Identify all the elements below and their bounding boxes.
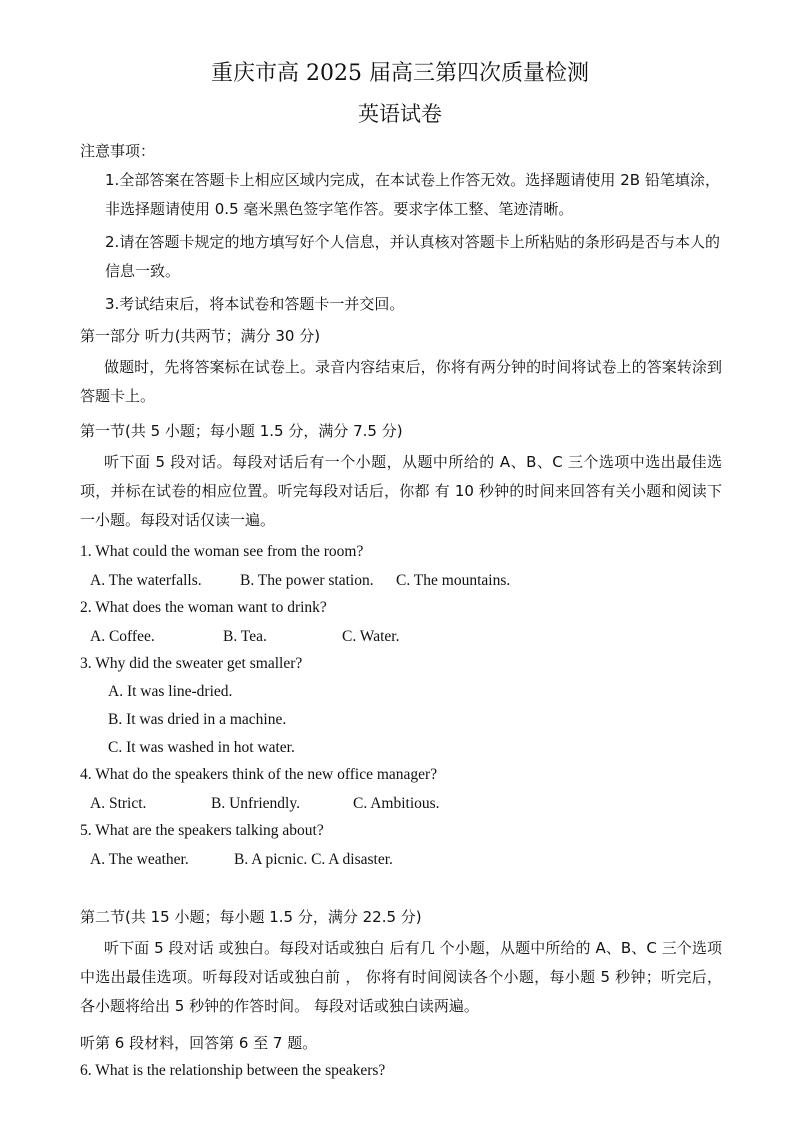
section1-instruction: 听下面 5 段对话。每段对话后有一个小题，从题中所给的 A、B、C 三个选项中选出最佳选项，并标在试卷的相应位置。听完每段对话后，你都 有 10 秒钟的时间来回答有关小题和阅读下一小题。每段对话仅读一遍。 <box>80 453 722 529</box>
q4-option-a: A. Strict. <box>90 795 147 812</box>
q1-option-a: A. The waterfalls. <box>90 572 202 589</box>
question-1: 1. What could the woman see from the room? <box>80 543 364 560</box>
part1-heading: 第一部分 听力(共两节；满分 30 分) <box>80 327 321 345</box>
q5-option-bc: B. A picnic. C. A disaster. <box>234 851 393 868</box>
section2-instruction: 听下面 5 段对话 或独白。每段对话或独白 后有几 个小题，从题中所给的 A、B、C 三个选项中选出最佳选项。听每段对话或独白前 ， 你将有时间阅读各个小题，每小题 5 秒钟；听完后，各小题将给出 5 秒钟的作答时间。 每段对话或独白读两遍。 <box>80 939 722 1015</box>
question-3: 3. Why did the sweater get smaller? <box>80 655 303 672</box>
q1-option-c: C. The mountains. <box>396 572 511 589</box>
q3-option-c: C. It was washed in hot water. <box>108 739 295 756</box>
question-2: 2. What does the woman want to drink? <box>80 599 327 616</box>
question-4: 4. What do the speakers think of the new office manager? <box>80 766 438 783</box>
note-item-3: 3.考试结束后，将本试卷和答题卡一并交回。 <box>105 295 405 313</box>
q5-option-a: A. The weather. <box>90 851 189 868</box>
q2-option-c: C. Water. <box>342 628 400 645</box>
note-item-2: 2.请在答题卡规定的地方填写好个人信息，并认真核对答题卡上所粘贴的条形码是否与本人的信息一致。 <box>105 233 720 280</box>
exam-title: 重庆市高 2025 届高三第四次质量检测 <box>211 61 589 86</box>
section1-heading: 第一节(共 5 小题；每小题 1.5 分，满分 7.5 分) <box>80 422 403 440</box>
q1-option-b: B. The power station. <box>240 572 374 589</box>
part1-instruction: 做题时，先将答案标在试卷上。录音内容结束后，你将有两分钟的时间将试卷上的答案转涂到答题卡上。 <box>80 358 722 405</box>
q2-option-a: A. Coffee. <box>90 628 155 645</box>
q3-option-b: B. It was dried in a machine. <box>108 711 287 728</box>
notes-heading: 注意事项： <box>80 142 156 160</box>
q4-option-b: B. Unfriendly. <box>211 795 300 812</box>
material-6-intro: 听第 6 段材料，回答第 6 至 7 题。 <box>80 1034 318 1052</box>
question-5: 5. What are the speakers talking about? <box>80 822 324 839</box>
exam-subtitle: 英语试卷 <box>358 102 442 126</box>
q2-option-b: B. Tea. <box>223 628 267 645</box>
q3-option-a: A. It was line-dried. <box>108 683 233 700</box>
question-6: 6. What is the relationship between the speakers? <box>80 1062 386 1079</box>
section2-heading: 第二节(共 15 小题；每小题 1.5 分，满分 22.5 分) <box>80 908 422 926</box>
q4-option-c: C. Ambitious. <box>353 795 440 812</box>
note-item-1: 1.全部答案在答题卡上相应区域内完成，在本试卷上作答无效。选择题请使用 2B 铅笔填涂，非选择题请使用 0.5 毫米黑色签字笔作答。要求字体工整、笔迹清晰。 <box>105 171 720 218</box>
